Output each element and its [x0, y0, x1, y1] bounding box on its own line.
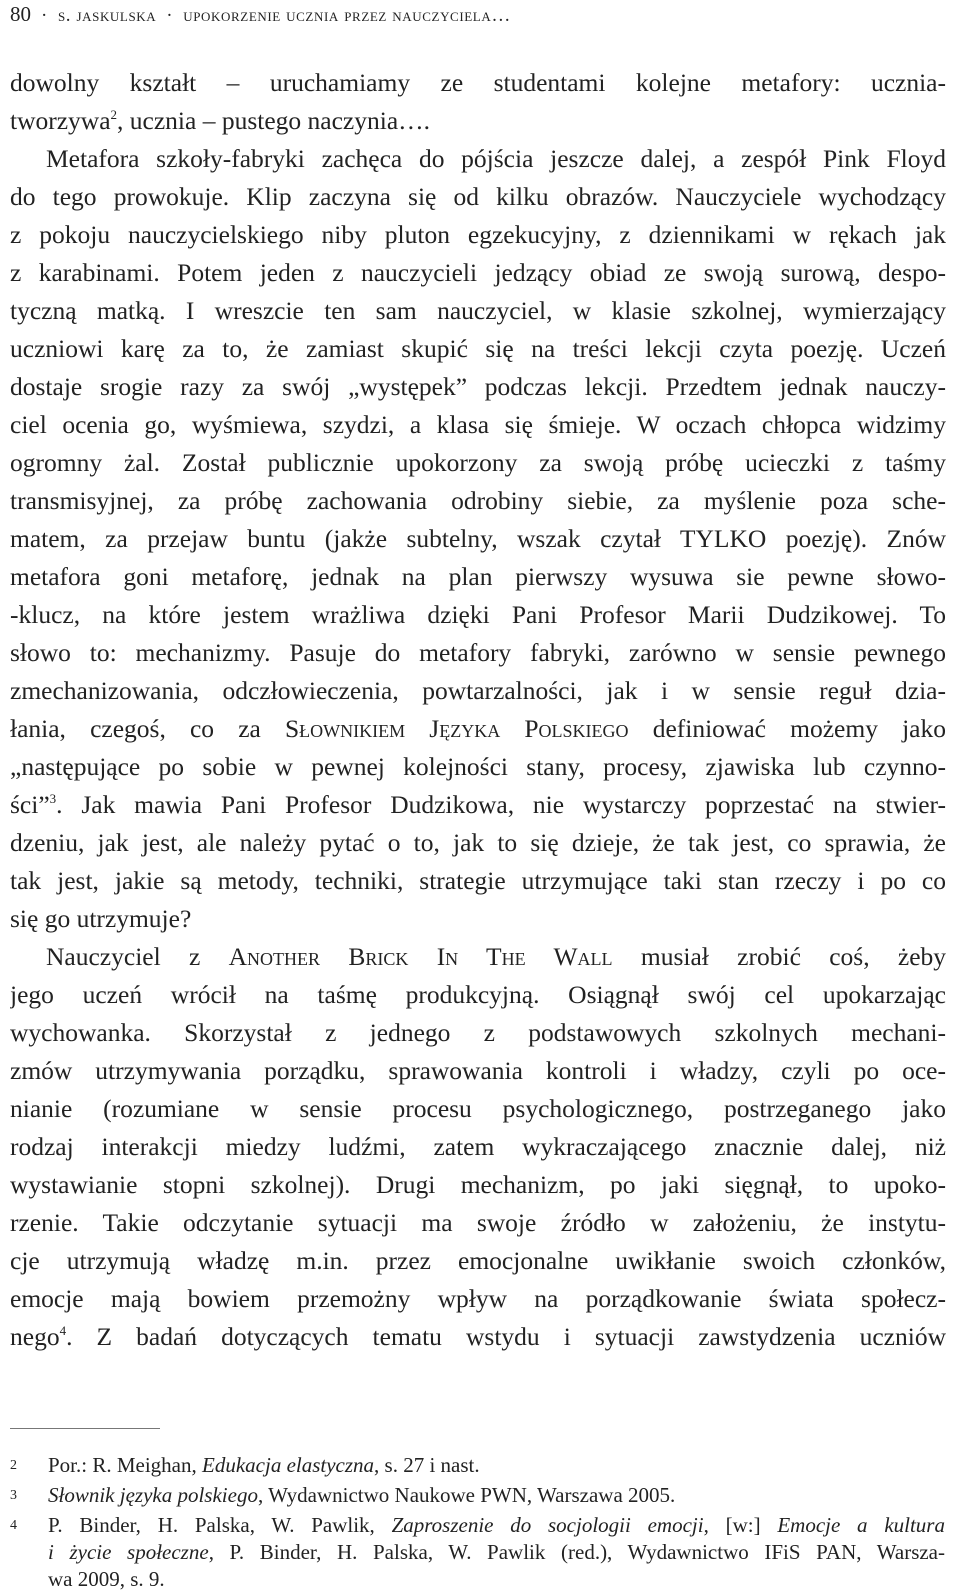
text-line: dzeniu, jak jest, ale należy pytać o to, jak to się dzieje, że tak jest, co sprawia, że	[10, 828, 946, 857]
text-line: matem, za przejaw buntu (jakże subtelny, wszak czytał TYLKO poezję). Znów	[10, 524, 946, 553]
footnote-divider	[10, 1428, 160, 1429]
text-line: uczniowi karę za to, że zamiast skupić się na treści lekcji czyta poezję. Uczeń	[10, 334, 946, 363]
footnote-ref: 2	[110, 107, 118, 122]
footnote-text: P. Binder, H. Palska, W. Pawlik, Zaproszenie do socjologii emocji, [w:] Emocje a kultura	[48, 1513, 945, 1537]
footnote-number: 3	[10, 1488, 17, 1503]
header-running-title: upokorzenie ucznia przez nauczyciela…	[183, 5, 511, 26]
text-line: Metafora szkoły-fabryki zachęca do pójścia jeszcze dalej, a zespół Pink Floyd	[46, 144, 946, 173]
text-line: ogromny żal. Został publicznie upokorzony za swoją próbę ucieczki z taśmy	[10, 448, 946, 477]
footnote-ref: 4	[59, 1323, 67, 1338]
footnote-text: wa 2009, s. 9.	[48, 1567, 165, 1591]
text-line: wychowanka. Skorzystał z jednego z podstawowych szkolnych mechani-	[10, 1018, 946, 1047]
text-line: metafora goni metaforę, jednak na plan pierwszy wysuwa sie pewne słowo-	[10, 562, 946, 591]
text-line: tak jest, jakie są metody, techniki, strategie utrzymujące taki stan rzeczy i po co	[10, 866, 946, 895]
footnote-text: Słownik języka polskiego, Wydawnictwo Naukowe PWN, Warszawa 2005.	[48, 1483, 676, 1507]
footnotes	[10, 1452, 945, 1593]
footnote	[10, 1452, 945, 1479]
footnote-text: Por.: R. Meighan, Edukacja elastyczna, s. 27 i nast.	[48, 1453, 480, 1477]
footnote-ref: 3	[49, 791, 57, 806]
text-line: zmechanizowania, odczłowieczenia, powtarzalności, jak i w sensie reguł dzia-	[10, 676, 946, 705]
text-line: zmów utrzymywania porządku, sprawowania kontroli i władzy, czyli po oce-	[10, 1056, 946, 1085]
text-line: „następujące po sobie w pewnej kolejności stany, procesy, zjawiska lub czynno-	[10, 752, 946, 781]
text-line: Nauczyciel z Another Brick In The Wall musiał zrobić coś, żeby	[46, 942, 946, 971]
text-line: nego$^4$. Z badań dotyczących tematu wstydu i sytuacji zawstydzenia uczniów	[10, 1322, 946, 1351]
song-title: Another Brick In The Wall	[228, 942, 613, 971]
text-line: -klucz, na które jestem wrażliwa dzięki Pani Profesor Marii Dudzikowej. To	[10, 600, 946, 629]
footnote-number: 4	[10, 1518, 17, 1533]
footnote-text: i życie społeczne, P. Binder, H. Palska, W. Pawlik (red.), Wydawnictwo IFiS PAN, Warsza-	[48, 1540, 945, 1564]
text-line: tworzywa$^2$, ucznia – pustego naczynia….	[10, 106, 431, 135]
text-line: łania, czegoś, co za Słownikiem Języka Polskiego definiować możemy jako	[10, 714, 946, 743]
running-header	[10, 2, 950, 30]
text-line: rodzaj interakcji miedzy ludźmi, zatem wykraczającego znacznie dalej, niż	[10, 1132, 946, 1161]
dictionary-title: Słownikiem Języka Polskiego	[285, 714, 629, 743]
text-line: tyczną matką. I wreszcie ten sam nauczyciel, w klasie szkolnej, wymierzający	[10, 296, 946, 325]
text-line: ści”$^3$. Jak mawia Pani Profesor Dudzikowa, nie wystarczy poprzestać na stwier-	[10, 790, 946, 819]
text-line: słowo to: mechanizmy. Pasuje do metafory fabryki, zarówno w sensie pewnego	[10, 638, 946, 667]
text-line: z pokoju nauczycielskiego niby pluton egzekucyjny, z dziennikami w rękach jak	[10, 220, 946, 249]
text-line: z karabinami. Potem jeden z nauczycieli jedzący obiad ze swoją surową, despo-	[10, 258, 946, 287]
header-separator: ·	[41, 5, 48, 26]
footnote-number: 2	[10, 1458, 17, 1473]
text-line: jego uczeń wrócił na taśmę produkcyjną. Osiągnął swój cel upokarzając	[10, 980, 946, 1009]
header-separator: ·	[166, 5, 174, 26]
text-line: ciel ocenia go, wyśmiewa, szydzi, a klasa się śmieje. W oczach chłopca widzimy	[10, 410, 946, 439]
page-number: 80	[10, 2, 31, 26]
text-line: rzenie. Takie odczytanie sytuacji ma swoje źródło w założeniu, że instytu-	[10, 1208, 946, 1237]
footnote	[10, 1482, 945, 1509]
text-line: nianie (rozumiane w sensie procesu psychologicznego, postrzeganego jako	[10, 1094, 946, 1123]
text-line: do tego prowokuje. Klip zaczyna się od kilku obrazów. Nauczyciele wychodzący	[10, 182, 946, 211]
body-text	[10, 64, 946, 1356]
text-line: wystawianie stopni szkolnej). Drugi mechanizm, po jaki sięgnął, to upoko-	[10, 1170, 946, 1199]
text-line: się go utrzymuje?	[10, 904, 192, 933]
text-line: cje utrzymują władzę m.in. przez emocjonalne uwikłanie swoich członków,	[10, 1246, 946, 1275]
text-line: dowolny kształt – uruchamiamy ze studentami kolejne metafory: ucznia-	[10, 68, 946, 97]
text-line: emocje mają bowiem przemożny wpływ na porządkowanie świata społecz-	[10, 1284, 946, 1313]
header-author: s. jaskulska	[57, 5, 157, 26]
text-line: transmisyjnej, za próbę zachowania odrobiny siebie, za myślenie poza sche-	[10, 486, 946, 515]
text-line: dostaje srogie razy za swój „występek” podczas lekcji. Przedtem jednak nauczy-	[10, 372, 946, 401]
